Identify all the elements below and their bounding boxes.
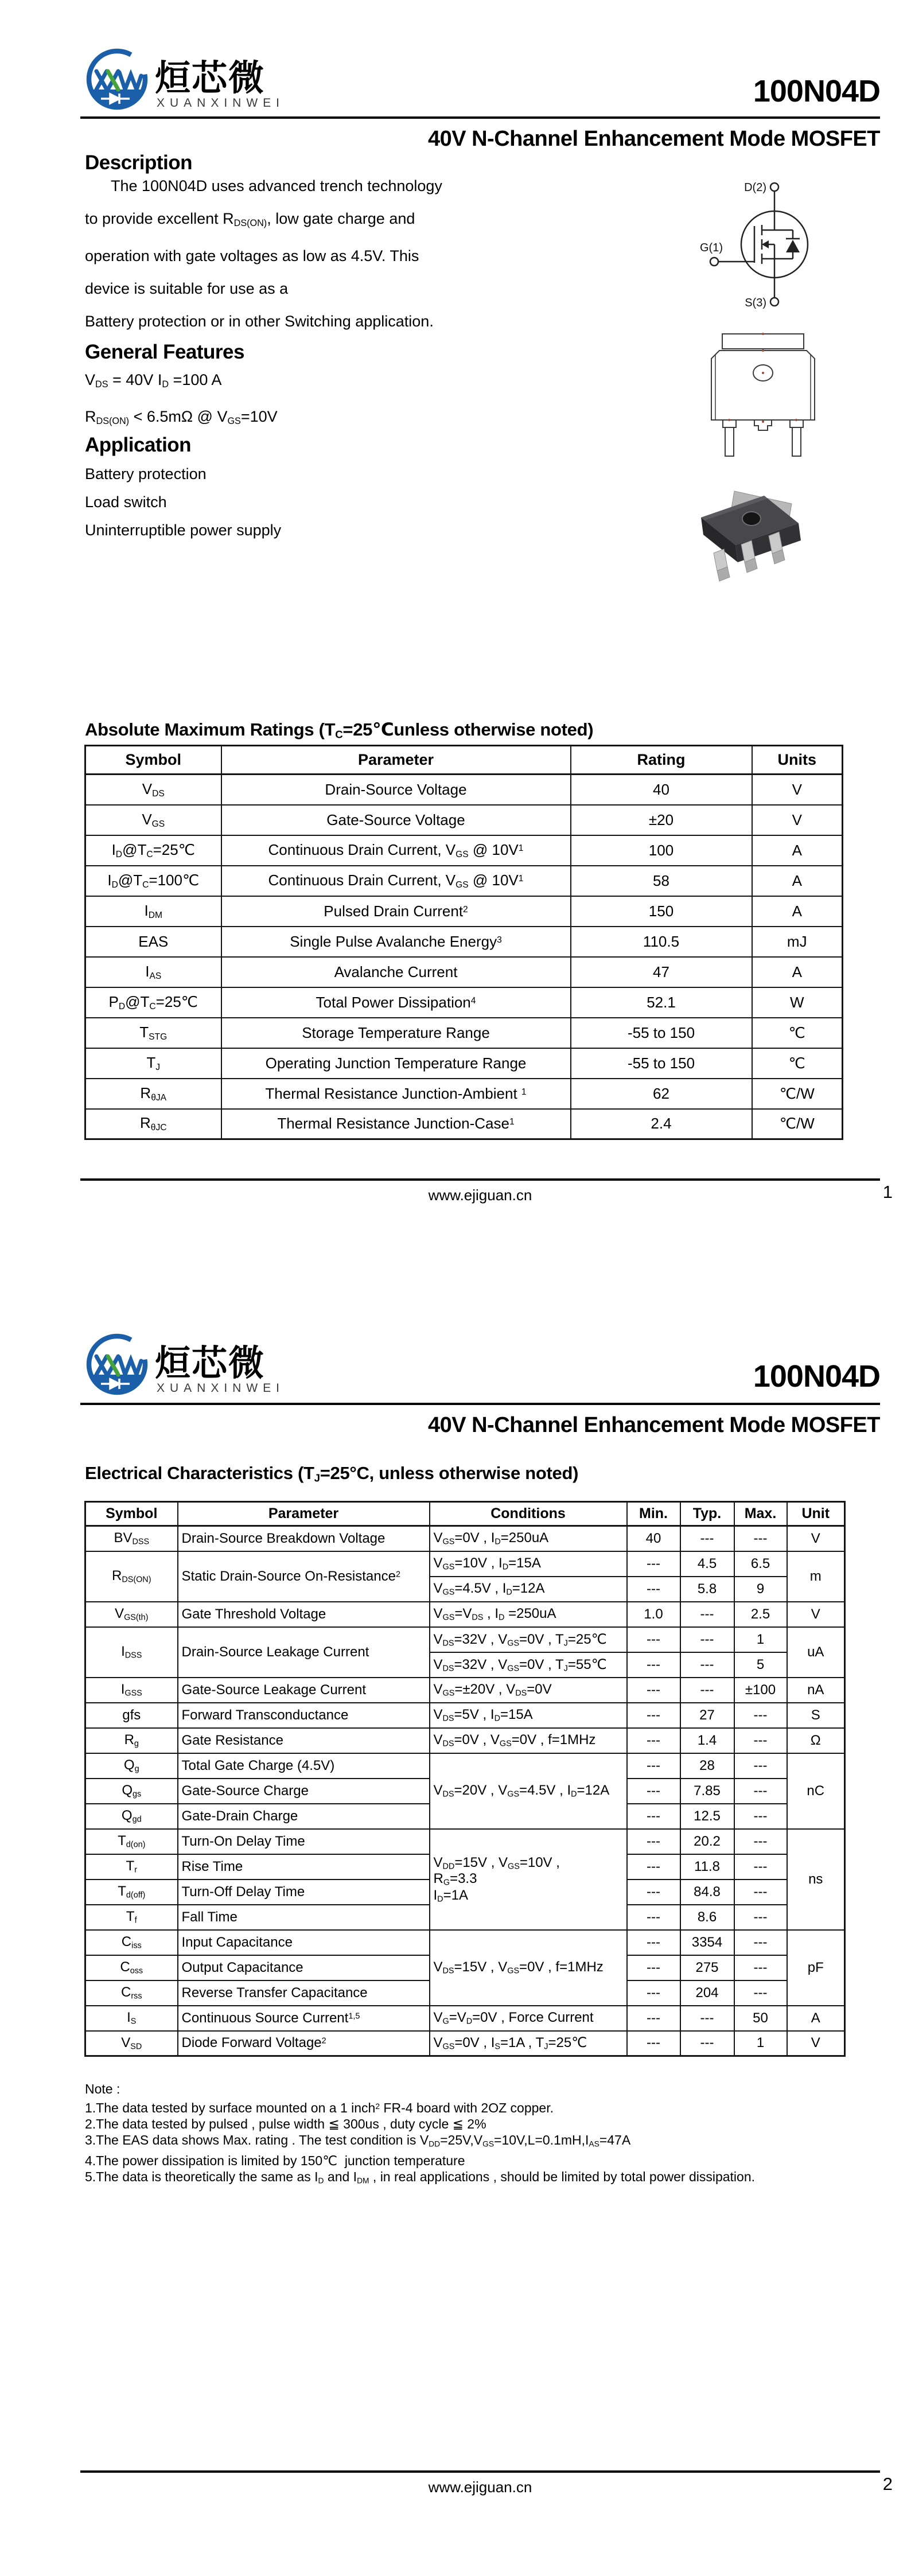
table-cell: --- [627, 2006, 680, 2031]
table-cell: nC [787, 1753, 845, 1829]
table-cell: 8.6 [680, 1905, 734, 1930]
page-number: 2 [882, 2474, 893, 2494]
application-text [85, 460, 498, 544]
body-diode [786, 240, 800, 252]
table-cell: A [752, 835, 843, 866]
header-rule [80, 1403, 880, 1405]
table-row [85, 927, 843, 957]
table-cell: $V_G=V_D=0V$ , Force Current [430, 2006, 627, 2031]
table-cell: 4.5 [680, 1551, 734, 1577]
table-cell: 275 [680, 1955, 734, 1980]
features-heading: General Features [85, 341, 244, 363]
table-cell: V [787, 2031, 845, 2056]
elec-char-table [84, 1501, 846, 2057]
table-row [85, 1079, 843, 1109]
table-row [85, 805, 843, 835]
table-cell: --- [734, 1804, 787, 1829]
table-cell: 27 [680, 1703, 734, 1728]
column-header: Units [752, 746, 843, 775]
table-cell: 20.2 [680, 1829, 734, 1854]
table-cell: $Q_g$ [85, 1753, 178, 1779]
table-cell: -55 to 150 [571, 1048, 752, 1079]
table-row [85, 957, 843, 987]
table-cell: --- [734, 1980, 787, 2006]
gate-terminal [710, 258, 718, 266]
table-cell: --- [627, 2031, 680, 2056]
description-line: device is suitable for use as a [85, 280, 289, 298]
brand-logo-icon [85, 1332, 149, 1396]
feature-line: $V_{DS} = 40V$ $I_D =100$ A [85, 371, 222, 390]
table-cell: Storage Temperature Range [221, 1018, 571, 1048]
table-cell: --- [627, 1551, 680, 1577]
table-cell: 5.8 [680, 1577, 734, 1602]
doc-subtitle: 40V N-Channel Enhancement Mode MOSFET [427, 1413, 880, 1437]
table-cell: 1.4 [680, 1728, 734, 1753]
notes-list [85, 2099, 848, 2189]
table-cell: --- [734, 1854, 787, 1880]
footer-rule [80, 1178, 880, 1181]
table-cell: $BV_{DSS}$ [85, 1526, 178, 1551]
table-cell: Rise Time [178, 1854, 430, 1880]
table-cell: ℃/W [752, 1079, 843, 1109]
table-row [85, 896, 843, 927]
column-header: Typ. [680, 1502, 734, 1526]
table-cell: Continuous Source Current$^{1,5}$ [178, 2006, 430, 2031]
table-cell: --- [627, 1905, 680, 1930]
brand-name-cn: 烜芯微 [155, 1344, 266, 1383]
table-cell: $T_{STG}$ [85, 1018, 221, 1048]
header-rule [80, 116, 880, 119]
table-row [85, 1018, 843, 1048]
table-row [85, 1627, 845, 1652]
table-cell: uA [787, 1627, 845, 1678]
table-cell: --- [627, 1955, 680, 1980]
feature-line: $R_{DS(ON)} < 6.5m\Omega$ @ $V_{GS}=10V$ [85, 408, 278, 427]
table-cell: A [752, 866, 843, 896]
table-row [85, 987, 843, 1018]
table-cell: 110.5 [571, 927, 752, 957]
table-cell: A [787, 2006, 845, 2031]
brand-name-en: XUANXINWEI [157, 96, 285, 110]
table-cell: $T_{d(off)}$ [85, 1880, 178, 1905]
brand-name-en: XUANXINWEI [157, 1382, 285, 1395]
part-number: 100N04D [753, 1359, 880, 1394]
table-cell: Pulsed Drain Current$^2$ [221, 896, 571, 927]
table-cell: Operating Junction Temperature Range [221, 1048, 571, 1079]
description-line: to provide excellent $R_{DS(ON)}$, low gate charge and [85, 210, 415, 229]
table-row [85, 1526, 845, 1551]
column-header: Parameter [178, 1502, 430, 1526]
table-row [85, 1728, 845, 1753]
table-cell: $V_{GS(th)}$ [85, 1602, 178, 1627]
notes-heading: Note : [85, 2081, 120, 2096]
table-cell: $V_{DS}=32V$ , $V_{GS}=0V$ , $T_J=55℃$ [430, 1652, 627, 1678]
table-cell: S [787, 1703, 845, 1728]
column-header: Parameter [221, 746, 571, 775]
column-header: Symbol [85, 746, 221, 775]
column-header: Unit [787, 1502, 845, 1526]
table-row [85, 1109, 843, 1139]
package-photo [694, 487, 809, 610]
table-cell: $V_{DD}=15V$ , $V_{GS}=10V$ , $R_G=3.3$ $I_D=1A$ [430, 1829, 627, 1930]
abs-max-title: Absolute Maximum Ratings ($T_C=25℃unless$ otherwise noted) [85, 719, 594, 741]
source-label: S(3) [745, 297, 766, 309]
table-cell: ℃ [752, 1018, 843, 1048]
table-cell: $I_{GSS}$ [85, 1678, 178, 1703]
elec-char-title: Electrical Characteristics ($T_J=25^\circ C$, unless otherwise noted) [85, 1463, 579, 1484]
table-cell: ±20 [571, 805, 752, 835]
column-header: Rating [571, 746, 752, 775]
table-cell: --- [734, 1829, 787, 1854]
table-cell: m [787, 1551, 845, 1602]
application-line: Load switch [85, 493, 167, 511]
package-outline-drawing [708, 332, 817, 464]
footer-website: www.ejiguan.cn [428, 1186, 532, 1204]
table-cell: --- [627, 1779, 680, 1804]
table-cell: 28 [680, 1753, 734, 1779]
table-cell: $V_{GS}=V_{DS}$ , $I_D =250uA$ [430, 1602, 627, 1627]
table-cell: 11.8 [680, 1854, 734, 1880]
table-cell: mJ [752, 927, 843, 957]
table-cell: Turn-On Delay Time [178, 1829, 430, 1854]
table-cell: $V_{GS}=10V$ , $I_D=15A$ [430, 1551, 627, 1577]
mosfet-symbol-diagram [699, 171, 825, 314]
table-cell: Input Capacitance [178, 1930, 430, 1955]
table-cell: ℃/W [752, 1109, 843, 1139]
table-cell: 52.1 [571, 987, 752, 1018]
table-cell: $T_J$ [85, 1048, 221, 1079]
table-cell: A [752, 957, 843, 987]
column-header: Symbol [85, 1502, 178, 1526]
table-cell: $R_{\theta JA}$ [85, 1079, 221, 1109]
table-cell: --- [627, 1627, 680, 1652]
table-cell: Drain-Source Leakage Current [178, 1627, 430, 1678]
footer-rule [80, 2470, 880, 2473]
source-terminal [770, 298, 778, 306]
table-cell: nA [787, 1678, 845, 1703]
table-row [85, 866, 843, 896]
table-cell: 5 [734, 1652, 787, 1678]
table-cell: 40 [627, 1526, 680, 1551]
table-cell: Single Pulse Avalanche Energy$^3$ [221, 927, 571, 957]
table-cell: Gate-Drain Charge [178, 1804, 430, 1829]
table-cell: $P_D@T_C=25℃$ [85, 987, 221, 1018]
table-cell: Total Gate Charge (4.5V) [178, 1753, 430, 1779]
table-cell: --- [734, 1526, 787, 1551]
column-header: Min. [627, 1502, 680, 1526]
page-number: 1 [882, 1182, 893, 1202]
table-row [85, 1930, 845, 1955]
description-line: The 100N04D uses advanced trench technology [85, 177, 442, 194]
table-cell: 6.5 [734, 1551, 787, 1577]
table-cell: --- [627, 1753, 680, 1779]
application-heading: Application [85, 434, 192, 456]
table-cell: ns [787, 1829, 845, 1930]
table-cell: --- [734, 1779, 787, 1804]
drain-label: D(2) [744, 181, 766, 194]
table-cell: --- [734, 1703, 787, 1728]
brand-logo [80, 47, 350, 117]
table-cell: $I_{DM}$ [85, 896, 221, 927]
table-cell: Thermal Resistance Junction-Case$^1$ [221, 1109, 571, 1139]
table-cell: $I_S$ [85, 2006, 178, 2031]
brand-logo-icon [85, 47, 149, 111]
table-cell: $C_{oss}$ [85, 1955, 178, 1980]
table-cell: $V_{GS}=4.5V$ , $I_D=12A$ [430, 1577, 627, 1602]
table-cell: --- [627, 1577, 680, 1602]
table-cell: 84.8 [680, 1880, 734, 1905]
column-header: Conditions [430, 1502, 627, 1526]
table-row [85, 775, 843, 805]
note-item: 5.The data is theoretically the same as $I_D$ and $I_{DM}$ , in real applications , should be limited by total power dissipation. [85, 2169, 756, 2185]
table-cell: $T_{d(on)}$ [85, 1829, 178, 1854]
column-header: Max. [734, 1502, 787, 1526]
table-cell: Ω [787, 1728, 845, 1753]
table-cell: Gate-Source Voltage [221, 805, 571, 835]
table-cell: Continuous Drain Current, $V_{GS}$ @ $10V^1$ [221, 835, 571, 866]
table-cell: pF [787, 1930, 845, 2006]
table-cell: $I_{AS}$ [85, 957, 221, 987]
table-cell: EAS [85, 927, 221, 957]
table-cell: --- [734, 1905, 787, 1930]
table-cell: 2.5 [734, 1602, 787, 1627]
table-row [85, 835, 843, 866]
table-cell: $V_{DS}=0V$ , $V_{GS}=0V$ , f=1MHz [430, 1728, 627, 1753]
table-cell: --- [627, 1728, 680, 1753]
table-cell: --- [734, 1955, 787, 1980]
table-cell: --- [680, 1526, 734, 1551]
table-cell: 3354 [680, 1930, 734, 1955]
table-cell: --- [734, 1728, 787, 1753]
part-number: 100N04D [753, 74, 880, 108]
table-row [85, 1753, 845, 1779]
table-row [85, 1678, 845, 1703]
table-cell: 40 [571, 775, 752, 805]
table-cell: V [752, 775, 843, 805]
application-line: Battery protection [85, 465, 207, 482]
table-cell: V [787, 1602, 845, 1627]
table-cell: 9 [734, 1577, 787, 1602]
table-cell: --- [627, 1703, 680, 1728]
dimension-marks [728, 333, 797, 423]
table-cell: --- [680, 1627, 734, 1652]
channel-arrow [762, 240, 769, 248]
table-row [85, 1602, 845, 1627]
table-cell: -55 to 150 [571, 1018, 752, 1048]
table-row [85, 1829, 845, 1854]
table-row [85, 1551, 845, 1577]
table-cell: Output Capacitance [178, 1955, 430, 1980]
table-cell: $I_D@T_C=25℃$ [85, 835, 221, 866]
header-row [85, 1502, 845, 1526]
table-cell: Gate-Source Leakage Current [178, 1678, 430, 1703]
drain-terminal [770, 183, 778, 191]
table-cell: 2.4 [571, 1109, 752, 1139]
table-cell: Gate Threshold Voltage [178, 1602, 430, 1627]
table-cell: Gate Resistance [178, 1728, 430, 1753]
table-cell: Diode Forward Voltage$^2$ [178, 2031, 430, 2056]
note-item: 3.The EAS data shows Max. rating . The test condition is $V_{DD}=25V,V_{GS}=10V,L=0.1mH,I_{AS}=47A$ [85, 2133, 631, 2149]
table-cell: $V_{GS}=0V$ , $I_S=1A$ , $T_J=25℃$ [430, 2031, 627, 2056]
table-cell: $T_r$ [85, 1854, 178, 1880]
table-cell: $V_{DS}=20V$ , $V_{GS}=4.5V$ , $I_D=12A$ [430, 1753, 627, 1829]
table-cell: --- [627, 1980, 680, 2006]
table-cell: V [752, 805, 843, 835]
table-cell: 150 [571, 896, 752, 927]
table-cell: --- [627, 1678, 680, 1703]
table-cell: $T_f$ [85, 1905, 178, 1930]
table-cell: Thermal Resistance Junction-Ambient $^1$ [221, 1079, 571, 1109]
table-cell: 7.85 [680, 1779, 734, 1804]
note-item: 1.The data tested by surface mounted on a 1 inch$^2$ FR-4 board with 2OZ copper. [85, 2100, 554, 2116]
doc-subtitle: 40V N-Channel Enhancement Mode MOSFET [427, 127, 880, 151]
table-cell: Static Drain-Source On-Resistance$^2$ [178, 1551, 430, 1602]
table-cell: --- [627, 1880, 680, 1905]
table-cell: $V_{SD}$ [85, 2031, 178, 2056]
table-cell: Total Power Dissipation$^4$ [221, 987, 571, 1018]
features-text [85, 364, 498, 437]
table-cell: 1 [734, 1627, 787, 1652]
table-cell: 50 [734, 2006, 787, 2031]
table-cell: 204 [680, 1980, 734, 2006]
table-cell: 58 [571, 866, 752, 896]
table-cell: 12.5 [680, 1804, 734, 1829]
table-cell: --- [627, 1854, 680, 1880]
table-row [85, 1703, 845, 1728]
abs-max-table [84, 745, 843, 1140]
table-cell: Forward Transconductance [178, 1703, 430, 1728]
brand-logo [80, 1332, 350, 1402]
table-cell: ±100 [734, 1678, 787, 1703]
table-cell: --- [680, 1652, 734, 1678]
table-cell: $Q_{gd}$ [85, 1804, 178, 1829]
table-cell: $C_{iss}$ [85, 1930, 178, 1955]
table-cell: gfs [85, 1703, 178, 1728]
table-cell: $C_{rss}$ [85, 1980, 178, 2006]
description-heading: Description [85, 151, 193, 174]
application-line: Uninterruptible power supply [85, 522, 282, 539]
table-cell: $V_{DS}=5V$ , $I_D=15A$ [430, 1703, 627, 1728]
note-item: 4.The power dissipation is limited by 150℃ junction temperature [85, 2153, 465, 2168]
table-cell: $R_{\theta JC}$ [85, 1109, 221, 1139]
brand-name-cn: 烜芯微 [155, 59, 266, 98]
table-cell: --- [627, 1829, 680, 1854]
table-row [85, 1048, 843, 1079]
table-cell: $R_{DS(ON)}$ [85, 1551, 178, 1602]
description-text [85, 170, 498, 338]
table-cell: $I_D@T_C=100℃$ [85, 866, 221, 896]
table-cell: Drain-Source Breakdown Voltage [178, 1526, 430, 1551]
table-cell: 1.0 [627, 1602, 680, 1627]
table-cell: $R_g$ [85, 1728, 178, 1753]
table-cell: $V_{DS}$ [85, 775, 221, 805]
table-cell: A [752, 896, 843, 927]
table-cell: --- [627, 1930, 680, 1955]
table-cell: $V_{DS}=32V$ , $V_{GS}=0V$ , $T_J=25℃$ [430, 1627, 627, 1652]
table-cell: 100 [571, 835, 752, 866]
table-cell: --- [680, 2006, 734, 2031]
table-cell: Continuous Drain Current, $V_{GS}$ @ $10V^1$ [221, 866, 571, 896]
table-cell: 1 [734, 2031, 787, 2056]
table-row [85, 2031, 845, 2056]
table-cell: V [787, 1526, 845, 1551]
table-cell: $V_{GS}$ [85, 805, 221, 835]
table-cell: $Q_{gs}$ [85, 1779, 178, 1804]
table-cell: $V_{GS}=\pm 20V$ , $V_{DS}=0V$ [430, 1678, 627, 1703]
description-line: Battery protection or in other Switching application. [85, 313, 434, 330]
table-cell: Reverse Transfer Capacitance [178, 1980, 430, 2006]
table-cell: Avalanche Current [221, 957, 571, 987]
table-cell: Drain-Source Voltage [221, 775, 571, 805]
table-cell: --- [734, 1930, 787, 1955]
table-cell: 47 [571, 957, 752, 987]
table-cell: Turn-Off Delay Time [178, 1880, 430, 1905]
gate-label: G(1) [700, 242, 723, 254]
table-cell: Fall Time [178, 1905, 430, 1930]
note-item: 2.The data tested by pulsed , pulse width ≦ 300us , duty cycle ≦ 2% [85, 2116, 486, 2132]
table-cell: --- [680, 2031, 734, 2056]
footer-website: www.ejiguan.cn [428, 2478, 532, 2496]
table-cell: 62 [571, 1079, 752, 1109]
table-cell: $V_{DS}=15V$ , $V_{GS}=0V$ , f=1MHz [430, 1930, 627, 2006]
table-cell: W [752, 987, 843, 1018]
table-cell: Gate-Source Charge [178, 1779, 430, 1804]
table-cell: --- [627, 1804, 680, 1829]
table-cell: --- [680, 1678, 734, 1703]
header-row [85, 746, 843, 775]
table-cell: $I_{DSS}$ [85, 1627, 178, 1678]
table-cell: --- [734, 1880, 787, 1905]
table-cell: ℃ [752, 1048, 843, 1079]
table-cell: --- [627, 1652, 680, 1678]
description-line: operation with gate voltages as low as 4.5V. This [85, 247, 419, 265]
table-cell: --- [734, 1753, 787, 1779]
table-cell: $V_{GS}=0V$ , $I_D=250uA$ [430, 1526, 627, 1551]
table-row [85, 2006, 845, 2031]
table-cell: --- [680, 1602, 734, 1627]
